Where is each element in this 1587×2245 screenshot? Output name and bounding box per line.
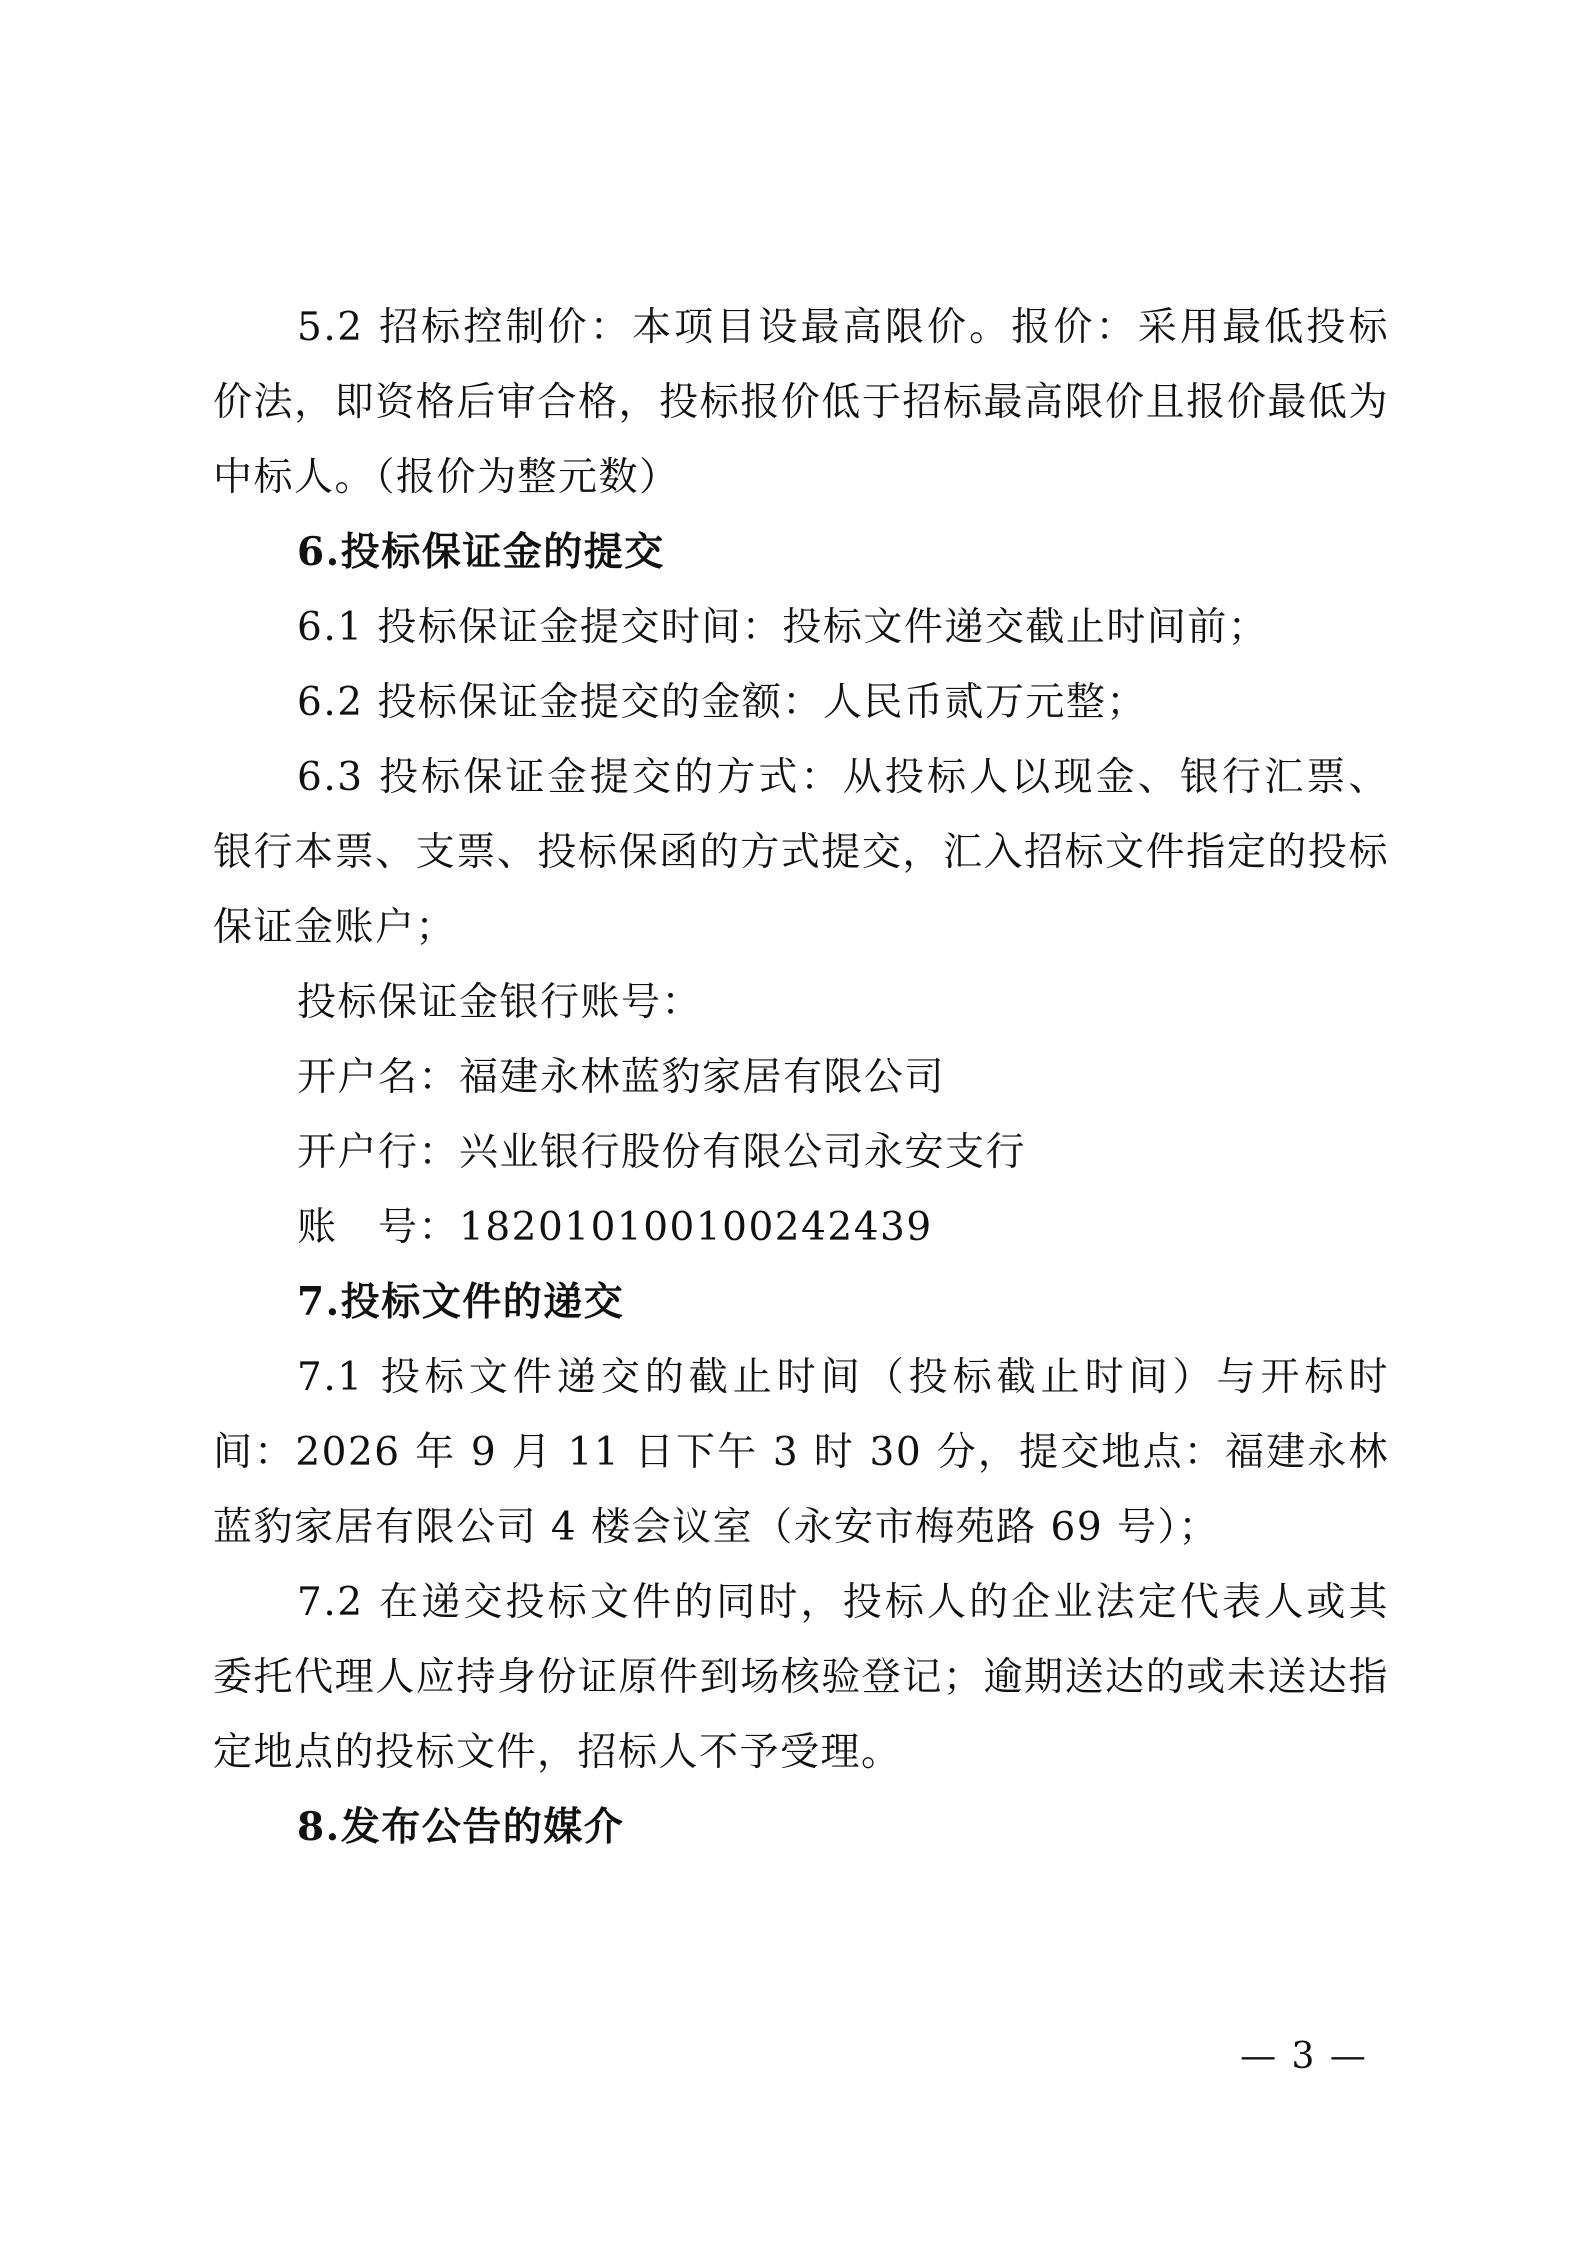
document-body [213,290,1389,1865]
paragraph-6-1-bond-deadline: 6.1 投标保证金提交时间：投标文件递交截止时间前； [297,605,1269,650]
paragraph-bank-account-title: 投标保证金银行账号： [297,980,703,1025]
section-heading-8-publication-media: 8.发布公告的媒介 [297,1804,625,1850]
page-number: — 3 — [1240,2036,1368,2077]
paragraph-account-name: 开户名：福建永林蓝豹家居有限公司 [297,1055,946,1100]
paragraph-account-bank: 开户行：兴业银行股份有限公司永安支行 [297,1130,1027,1175]
paragraph-7-2-verification: 7.2 在递交投标文件的同时，投标人的企业法定代表人或其委托代理人应持身份证原件到场核验登记；逾期送达的或未送达指定地点的投标文件，招标人不予受理。 [213,1580,1389,1775]
paragraph-account-number: 账 号：182010100100242439 [297,1205,933,1250]
section-heading-6-bid-bond: 6.投标保证金的提交 [297,529,665,575]
section-heading-7-bid-submission: 7.投标文件的递交 [297,1279,625,1325]
paragraph-5-2-bid-control-price: 5.2 招标控制价：本项目设最高限价。报价：采用最低投标价法，即资格后审合格，投标报价低于招标最高限价且报价最低为中标人。（报价为整元数） [213,305,1389,500]
paragraph-7-1-deadline-and-location: 7.1 投标文件递交的截止时间（投标截止时间）与开标时间：2026 年 9 月 11 日下午 3 时 30 分，提交地点：福建永林蓝豹家居有限公司 4 楼会议室（永安市梅苑路 69 号）； [213,1355,1389,1550]
paragraph-6-3-bond-method: 6.3 投标保证金提交的方式：从投标人以现金、银行汇票、银行本票、支票、投标保函的方式提交，汇入招标文件指定的投标保证金账户； [213,755,1389,950]
paragraph-6-2-bond-amount: 6.2 投标保证金提交的金额：人民币贰万元整； [297,680,1147,725]
